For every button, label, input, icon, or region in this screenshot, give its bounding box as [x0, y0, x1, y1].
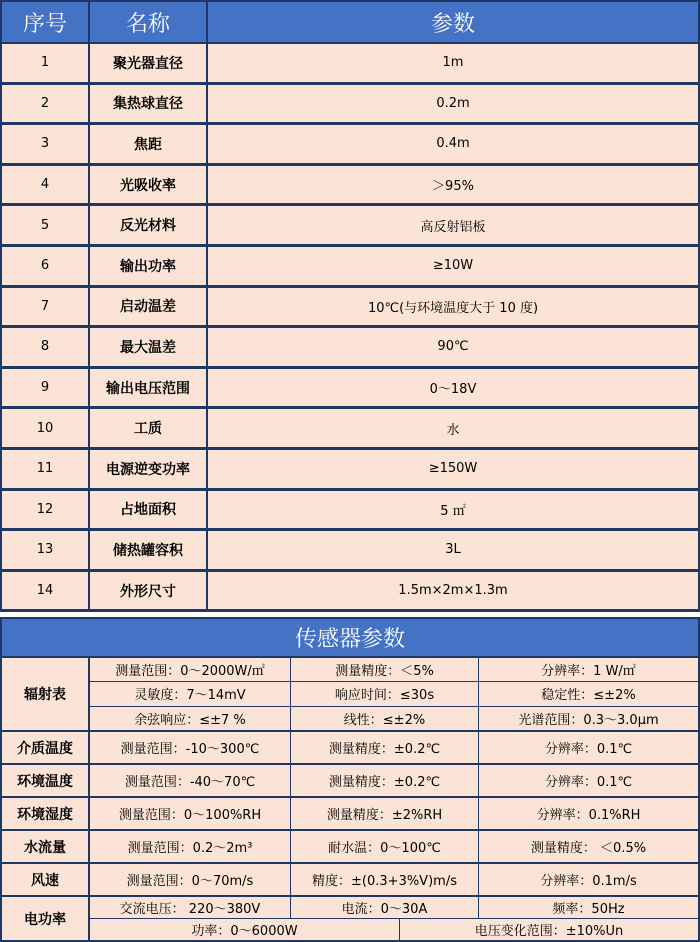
row-index: 3: [2, 125, 90, 163]
table-cell: 余弦响应：≤±7 %: [90, 707, 291, 730]
sensor-label: 水流量: [2, 831, 90, 862]
row-value: 5 ㎡: [440, 503, 466, 519]
row-value: 3L: [445, 542, 461, 558]
table-cell: 测量范围：-10～300℃: [90, 732, 291, 763]
sensor-group-env-temp: [0, 765, 700, 798]
row-value: ≥10W: [432, 258, 474, 274]
sensor-group-radiation: [0, 658, 700, 732]
table-row: [90, 864, 698, 895]
sensor-group-electric-power: [0, 897, 700, 942]
row-name: 工质: [90, 409, 208, 447]
table-row: [0, 572, 700, 613]
row-value: 0.4m: [436, 136, 470, 152]
table-cell: 电流：0～30A: [291, 897, 479, 918]
row-value: 1m: [442, 55, 464, 71]
table-cell: 电压变化范围：±10%Un: [474, 924, 624, 939]
table-row: [0, 44, 700, 85]
table-cell: 耐水温：0～100℃: [291, 831, 479, 862]
table-cell: 测量范围：0～100%RH: [90, 798, 291, 829]
row-name: 启动温差: [90, 288, 208, 326]
table-cell: 分辨率：0.1m/s: [540, 874, 637, 889]
row-name: 储热罐容积: [90, 531, 208, 569]
sensor-group-env-humidity: [0, 798, 700, 831]
row-name: 反光材料: [90, 206, 208, 244]
table-row: [0, 125, 700, 166]
table-row: [0, 450, 700, 491]
table-row: [90, 919, 698, 940]
table-row: [0, 531, 700, 572]
table-row: [0, 247, 700, 288]
row-index: 6: [2, 247, 90, 285]
table-row: [0, 328, 700, 369]
row-index: 5: [2, 206, 90, 244]
sensor-label: 环境湿度: [2, 798, 90, 829]
row-value: ≥150W: [428, 461, 478, 477]
table-cell: 测量精度：±2%RH: [291, 798, 479, 829]
row-index: 11: [2, 450, 90, 488]
table-row: [0, 85, 700, 126]
table-cell: 交流电压： 220～380V: [90, 897, 291, 918]
row-index: 4: [2, 166, 90, 204]
table-cell: 分辨率：1 W/㎡: [541, 664, 636, 680]
table-cell: 测量精度：±0.2℃: [291, 765, 479, 796]
table-row: [90, 658, 698, 682]
table-row: [0, 491, 700, 532]
table-row: [90, 897, 698, 919]
row-name: 电源逆变功率: [90, 450, 208, 488]
row-name: 光吸收率: [90, 166, 208, 204]
row-index: 8: [2, 328, 90, 366]
row-index: 13: [2, 531, 90, 569]
row-name: 聚光器直径: [90, 44, 208, 82]
sensor-label: 辐射表: [2, 658, 90, 730]
table-cell: 测量精度：＜5%: [291, 658, 479, 681]
header-value: 参数: [430, 11, 475, 37]
table-header: [0, 0, 700, 44]
row-index: 2: [2, 85, 90, 123]
sensor-label: 风速: [2, 864, 90, 895]
row-value: 10℃(与环境温度大于 10 度): [367, 300, 539, 316]
table-cell: 分辨率：0.1℃: [544, 775, 633, 790]
row-index: 1: [2, 44, 90, 82]
row-name: 外形尺寸: [90, 572, 208, 610]
row-name: 占地面积: [90, 491, 208, 529]
table-cell: 测量范围：0～2000W/㎡: [90, 658, 291, 681]
table-cell: 频率：50Hz: [552, 902, 625, 917]
row-value: 0～18V: [429, 382, 477, 398]
row-index: 9: [2, 369, 90, 407]
row-value: 90℃: [437, 339, 469, 355]
row-value: ＞95%: [432, 179, 474, 195]
row-name: 输出功率: [90, 247, 208, 285]
table-row: [0, 206, 700, 247]
table-row: [90, 831, 698, 862]
table-cell: 线性：≤±2%: [291, 707, 479, 730]
params-table: [0, 44, 700, 612]
table-cell: 测量精度： ＜0.5%: [530, 841, 647, 856]
table-row: [90, 798, 698, 829]
sensor-label: 环境温度: [2, 765, 90, 796]
row-name: 集热球直径: [90, 85, 208, 123]
table-row: [0, 409, 700, 450]
row-value: 0.2m: [436, 95, 470, 111]
table-cell: 功率：0～6000W: [90, 919, 400, 940]
table-row: [90, 765, 698, 796]
row-name: 输出电压范围: [90, 369, 208, 407]
table-row: [0, 166, 700, 207]
table-cell: 测量范围：-40～70℃: [90, 765, 291, 796]
sensor-group-medium-temp: [0, 732, 700, 765]
table-cell: 光谱范围：0.3～3.0μm: [518, 712, 659, 728]
sensor-table: [0, 658, 700, 942]
table-cell: 稳定性：≤±2%: [541, 688, 636, 704]
row-value: 高反射铝板: [420, 219, 486, 235]
row-name: 焦距: [90, 125, 208, 163]
table-cell: 测量精度：±0.2℃: [291, 732, 479, 763]
sensor-label: 介质温度: [2, 732, 90, 763]
table-cell: 测量范围：0～70m/s: [90, 864, 291, 895]
table-cell: 分辨率：0.1%RH: [536, 808, 641, 823]
table-cell: 精度：±(0.3+3%V)m/s: [291, 864, 479, 895]
row-index: 7: [2, 288, 90, 326]
table-cell: 分辨率：0.1℃: [544, 742, 633, 757]
table-cell: 灵敏度：7～14mV: [90, 682, 291, 705]
row-index: 14: [2, 572, 90, 610]
table-row: [90, 682, 698, 706]
row-name: 最大温差: [90, 328, 208, 366]
sensor-label: 电功率: [2, 897, 90, 940]
sensor-section-title: 传感器参数: [0, 617, 700, 658]
row-value: 水: [446, 422, 460, 438]
sensor-group-water-flow: [0, 831, 700, 864]
row-index: 12: [2, 491, 90, 529]
row-index: 10: [2, 409, 90, 447]
table-row: [0, 369, 700, 410]
table-cell: 测量范围：0.2～2m³: [90, 831, 291, 862]
table-row: [0, 288, 700, 329]
sensor-group-wind-speed: [0, 864, 700, 897]
header-name: 名称: [90, 2, 208, 42]
table-row: [90, 707, 698, 730]
row-value: 1.5m×2m×1.3m: [398, 583, 508, 599]
table-row: [90, 732, 698, 763]
table-cell: 响应时间：≤30s: [291, 682, 479, 705]
header-index: 序号: [2, 2, 90, 42]
